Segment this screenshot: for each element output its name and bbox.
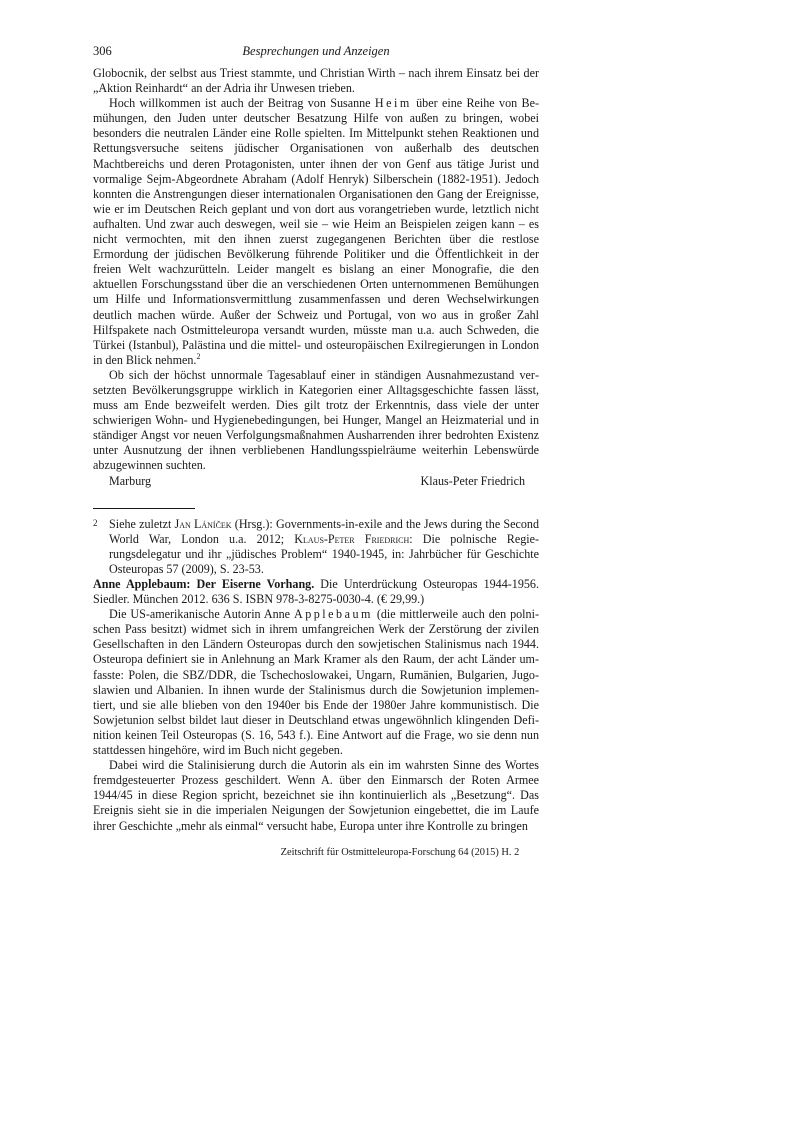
page-footer: Zeitschrift für Ostmitteleuropa-Forschung 64 (2015) H. 2 <box>280 847 520 858</box>
review2-heading-title: Anne Applebaum: Der Eiserne Vorhang. <box>93 577 315 591</box>
footnote-reference: 2 <box>196 351 201 361</box>
footnote-text-a: Siehe zuletzt <box>109 516 175 531</box>
author-name-applebaum: Applebaum <box>293 607 373 622</box>
review2-p1-text-a: Die US-amerikanische Autorin Anne <box>109 607 294 622</box>
review1-signature <box>93 474 539 489</box>
page-content <box>93 44 539 834</box>
footnote-author-2: Klaus-Peter Friedrich <box>294 531 410 546</box>
review2-heading-details: Die Unterdrückung Osteuropas 1944-1956. Siedler. München 2012. 636 S. ISBN 978-3-8275-0030-4. (€ 29,99.) <box>93 577 539 607</box>
review2-paragraph-2: Dabei wird die Stalinisierung durch die Autorin als ein im wahrsten Sinne des Wortes fremdgesteuerter Prozess geschildert. Wenn A. über den Einmarsch der Roten Armee 1944/45 in diese Region spricht, bezeichnet sie ihn kontinuierlich als „Besetzung“. Das Ereignis sieht sie in die imperialen Neigungen der Sowjetunion eingebettet, die im Laufe ihrer Geschichte „mehr als einmal“ versucht habe, Europa unter ihre Kontrolle zu bringen <box>93 758 539 833</box>
review1-paragraph-3: Ob sich der höchst unnormale Tagesablauf einer in ständigen Ausnahmezustand versetzten Bevölkerungsgruppe wirklich in Kategorien einer Alltagsgeschichte fassen lässt, muss am Ende bezweifelt werden. Dies gilt trotz der Erkenntnis, dass viele der unter schwierigen Wohn- und Hygienebedingungen, bei Hunger, Mangel an Heizmaterial und in ständiger Angst vor neuen Verfolgungsmaßnahmen Ausharrenden ihrer bedrohten Existenz unter Ausnutzung der ihnen verbliebenen Handlungsspielräume weiterhin Lebenswürde abzugewinnen suchten. <box>93 367 539 473</box>
page-number: 306 <box>93 44 112 58</box>
review1-paragraph-2 <box>93 96 539 368</box>
footnote-text-b: (Hrsg.): Governments-in-exile and the Jews during the Second World War, London u.a. 2012; <box>109 516 540 546</box>
review-1 <box>93 66 539 834</box>
review2-heading <box>93 577 539 607</box>
review1-place: Marburg <box>109 473 152 488</box>
running-title: Besprechungen und Anzeigen <box>242 44 390 58</box>
review1-reviewer: Klaus-Peter Friedrich <box>420 473 525 488</box>
review1-paragraph-1: Globocnik, der selbst aus Triest stammte, und Christian Wirth – nach ihrem Einsatz bei der „Aktion Reinhardt“ an der Adria ihr Unwesen trieben. <box>93 66 539 96</box>
review2-paragraph-1 <box>93 607 539 758</box>
footnote-divider <box>93 508 195 509</box>
footnote-author-1: Jan Láníček <box>174 516 232 531</box>
review1-p2-text-a: Hoch willkommen ist auch der Beitrag von Susanne <box>109 96 375 111</box>
footnote-text-c: : Die polnische Regierungsdelegatur und ihr „jüdisches Problem“ 1940-1945, in: Jahrbücher für Geschichte Osteuropas 57 (2009), S. 23-53. <box>109 531 540 576</box>
page-header <box>93 44 539 66</box>
footnote <box>93 517 539 577</box>
author-name-heim: Heim <box>374 96 412 111</box>
footnote-mark: 2 <box>93 517 98 528</box>
footnote-text <box>109 517 539 577</box>
review1-p2-text-b: über eine Reihe von Bemühungen, den Juden unter deutscher Besatzung Hilfe von außen zu bringen, wobei besonders die neutralen Länder eine Rolle spielten. Im Mittelpunkt stehen Reaktionen und Rettungsversuche seitens jüdischer Organisationen von außerhalb des deutschen Machtbereichs und deren Protagonisten, unter ihnen der von Genf aus tätige Jurist und vormalige Sejm-Abgeordnete Abraham (Adolf Henryk) Silberschein (1882-1951). Jedoch konnten die Anstrengungen dieser internationalen Organisationen den Gang der Ereignisse, wie er im Deutschen Reich geplant und von dort aus vorangetrieben wurde, letztlich nicht aufhalten. Und zwar auch deswegen, weil sie – wie Heim an Beispielen zeigen kann – es nicht vermochten, mit den ihnen zuerst zugegangenen Berichten über die restlose Ermordung der jüdischen Bevölkerung führende Politiker und die Öffentlichkeit in der freien Welt wachzurütteln. Leider mangelt es bislang an einer Monografie, die den aktuellen Forschungsstand über die an verschiedenen Orten unternommenen Bemühungen um Hilfe und Informationsvermittlung zusammenfassen und deren Wechselwirkungen deutlich machen würde. Außer der Schweiz und Portugal, von wo aus in großer Zahl Hilfspakete nach Ostmitteleuropa versandt wurden, müsste man u.a. auch Schweden, die Türkei (Istanbul), Palästina und die mittel- und osteuropäischen Exilregierungen in London in den Blick nehmen. <box>93 96 539 367</box>
review2-p1-text-b: (die mittlerweile auch den polnischen Pass besitzt) widmet sich in ihrem umfangreichen Werk der Zerstörung der zivilen Gesellschaften in den Ländern Osteuropas durch den sowjetischen Stalinismus nach 1944. Osteuropa definiert sie in Anlehnung an Mark Kramer als den Raum, der acht Länder umfasste: Polen, die SBZ/DDR, die Tschechoslowakei, Ungarn, Rumänien, Bulgarien, Jugoslawien und Albanien. In ihnen wurde der Stalinismus durch die Sowjetunion implementiert, und sie alle blieben von den 1940er bis Ende der 1980er Jahre kommunistisch. Die Sowjetunion selbst bildet laut dieser in Deutschland etwas ungewöhnlich klingenden Definition keinen Teil Osteuropas (S. 16, 543 f.). Eine Antwort auf die Frage, wo sie denn nun stattdessen hingehöre, wird im Buch nicht gegeben. <box>93 607 539 758</box>
